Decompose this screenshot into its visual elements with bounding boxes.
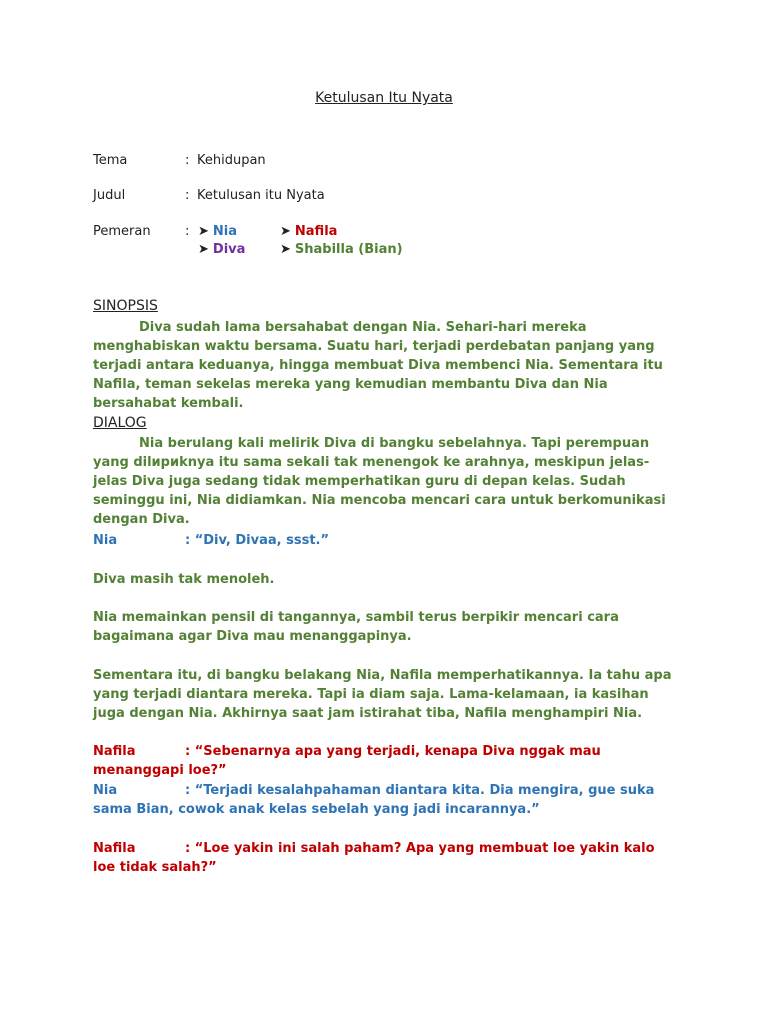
dialog-text: : “Div, Divaa, ssst.” — [185, 533, 330, 548]
sinopsis-heading: SINOPSIS — [93, 298, 158, 314]
cast-name: Nia — [212, 224, 238, 239]
meta-tema-label: Tema — [93, 153, 128, 168]
dialog-line — [93, 781, 673, 819]
meta-colon: : — [185, 224, 190, 239]
cast-item-diva — [198, 242, 245, 257]
meta-colon: : — [185, 153, 190, 168]
arrow-bullet-icon: ➤ — [280, 224, 291, 239]
dialog-narration: Nia memainkan pensil di tangannya, sambil terus berpikir mencari cara bagaimana agar Diva mau menanggapinya. — [93, 610, 619, 644]
cast-item-nia — [198, 224, 237, 239]
meta-colon: : — [185, 188, 190, 203]
cast-item-nafila — [280, 224, 337, 239]
cast-name: Shabilla (Bian) — [294, 242, 403, 257]
dialog-speaker: Nafila — [93, 841, 136, 856]
sinopsis-text: Diva sudah lama bersahabat dengan Nia. Sehari-hari mereka menghabiskan waktu bersama. Suatu hari, terjadi perdebatan panjang yang terjadi antara keduanya, hingga membuat Diva membenci Nia. Sementara itu Nafila, teman sekelas mereka yang kemudian membantu Diva dan Nia bersahabat kembali. — [93, 320, 663, 411]
dialog-speaker: Nafila — [93, 744, 136, 759]
meta-judul-label: Judul — [93, 188, 126, 203]
dialog-text: : “Terjadi kesalahpahaman diantara kita. Dia mengira, gue suka sama Bian, cowok anak kelas sebelah yang jadi incarannya.” — [93, 783, 655, 817]
dialog-line — [93, 742, 673, 780]
dialog-heading: DIALOG — [93, 415, 147, 431]
dialog-narration: Sementara itu, di bangku belakang Nia, Nafila memperhatikannya. Ia tahu apa yang terjadi diantara mereka. Tapi ia diam saja. Lama-kelamaan, ia kasihan juga dengan Nia. Akhirnya saat jam istirahat tiba, Nafila menghampiri Nia. — [93, 668, 672, 721]
dialog-speaker: Nia — [93, 783, 118, 798]
dialog-line — [93, 839, 673, 877]
dialog-text: : “Sebenarnya apa yang terjadi, kenapa Diva nggak mau menanggapi loe?” — [93, 744, 601, 778]
meta-pemeran-label: Pemeran — [93, 224, 151, 239]
dialog-intro: Nia berulang kali melirik Diva di bangku sebelahnya. Tapi perempuan yang dilириknya itu sama sekali tak menengok ke arahnya, meskipun jelas-jelas Diva juga sedang tidak memperhatikan guru di depan kelas. Sudah seminggu ini, Nia didiamkan. Nia mencoba mencari cara untuk berkomunikasi dengan Diva. — [93, 436, 666, 527]
meta-judul-value: Ketulusan itu Nyata — [197, 188, 325, 203]
dialog-speaker: Nia — [93, 533, 118, 548]
arrow-bullet-icon: ➤ — [198, 242, 209, 257]
dialog-line — [93, 531, 673, 550]
document-title: Ketulusan Itu Nyata — [315, 90, 453, 106]
cast-item-shabilla — [280, 242, 403, 257]
dialog-narration: Diva masih tak menoleh. — [93, 572, 275, 587]
meta-tema-value: Kehidupan — [197, 153, 266, 168]
arrow-bullet-icon: ➤ — [280, 242, 291, 257]
dialog-text: : “Loe yakin ini salah paham? Apa yang membuat loe yakin kalo loe tidak salah?” — [93, 841, 655, 875]
cast-name: Nafila — [294, 224, 338, 239]
cast-name: Diva — [212, 242, 246, 257]
arrow-bullet-icon: ➤ — [198, 224, 209, 239]
